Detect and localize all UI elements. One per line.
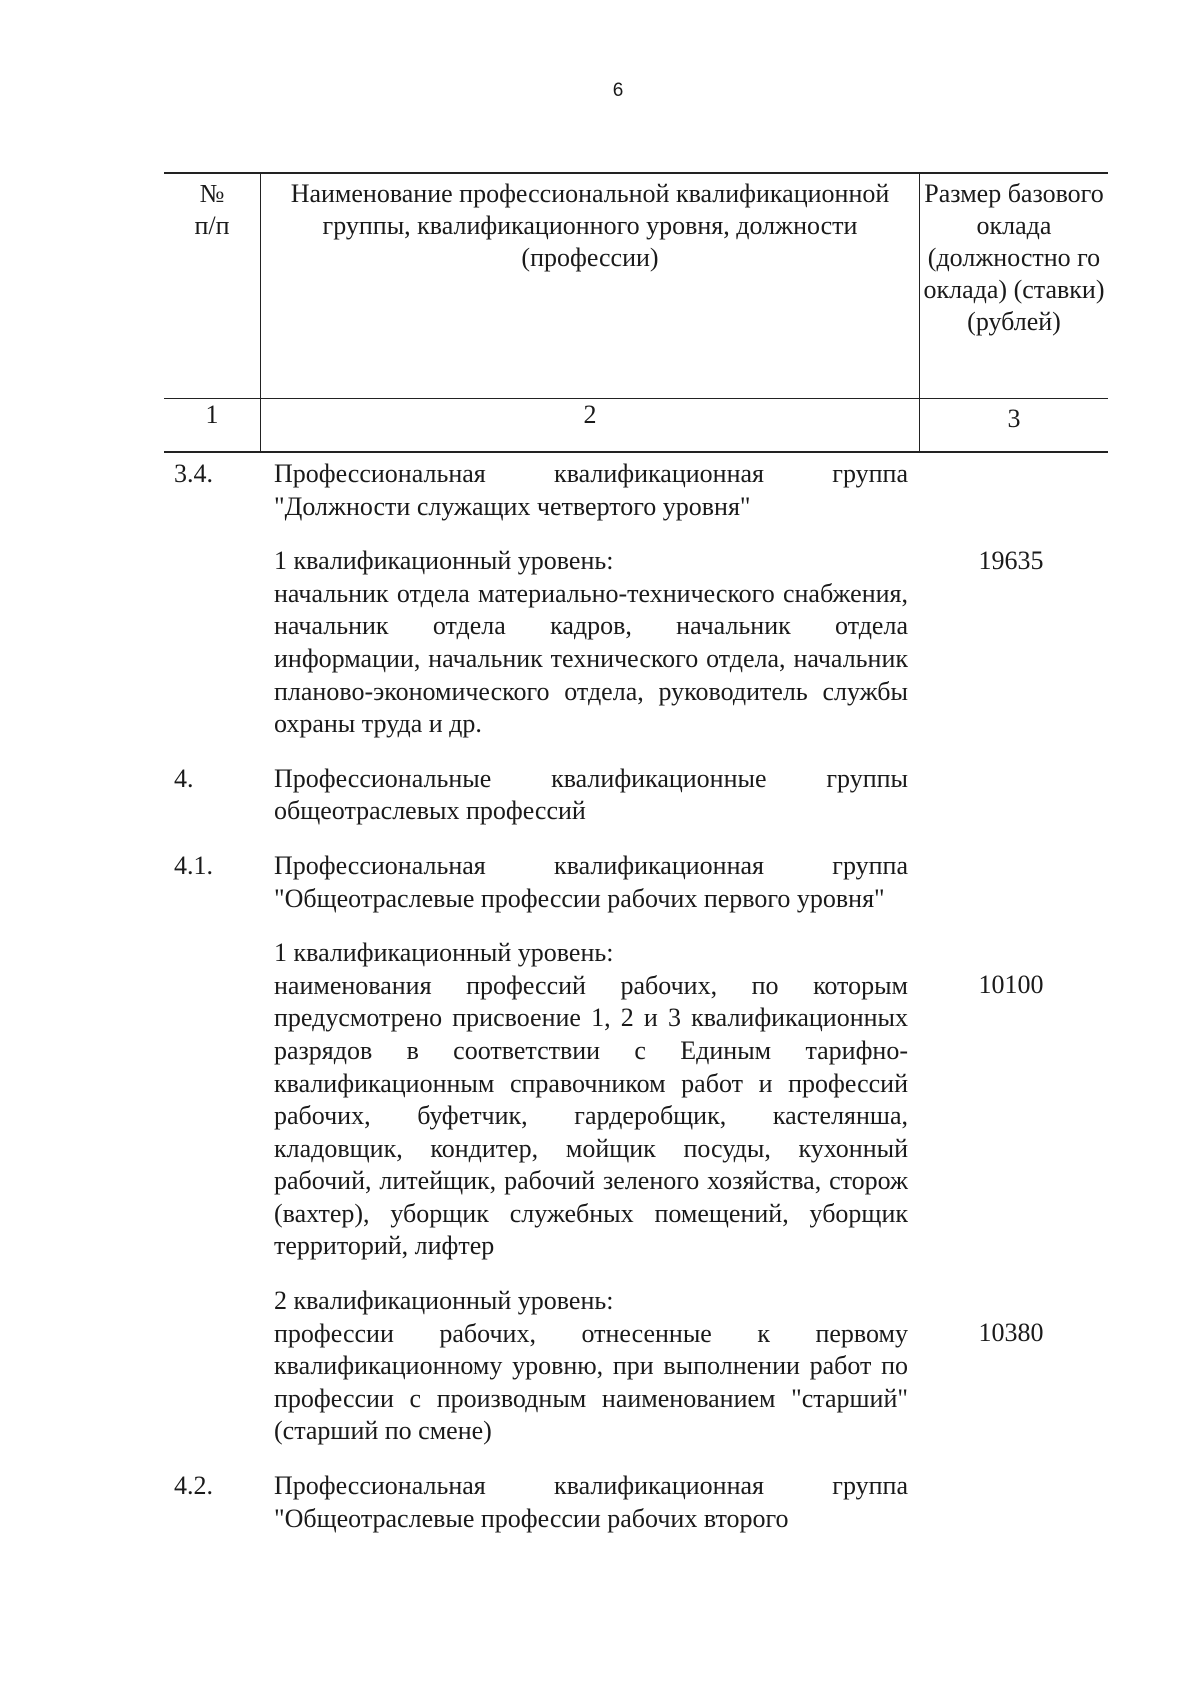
table-header <box>164 172 1108 453</box>
table-row <box>164 458 1104 523</box>
table-body <box>164 458 1104 1557</box>
positions-list: начальник отдела материально-технического снабжения, начальник отдела кадров, начальник отдела информации, начальник технического отдела, начальник планово-экономического отдела, руководитель службы охраны труда и др. <box>274 578 908 739</box>
row-number <box>164 545 274 741</box>
column-header-name: Наименование профессиональной квалификационной группы, квалификационного уровня, должности (профессии) <box>261 173 920 399</box>
row-salary: 10380 <box>978 1318 1044 1348</box>
row-number <box>164 1285 274 1448</box>
table-row <box>164 763 1104 828</box>
row-number: 4.1. <box>174 850 213 880</box>
qualification-level: 2 квалификационный уровень: <box>274 1286 614 1316</box>
table-row <box>164 850 1104 915</box>
row-description <box>274 937 908 1263</box>
row-description <box>274 1285 908 1448</box>
page-number: 6 <box>612 80 624 101</box>
column-number-2: 2 <box>261 399 920 453</box>
positions-list: профессии рабочих, отнесенные к первому квалификационному уровню, при выполнении работ по профессии с производным наименованием "старший" (старший по смене) <box>274 1318 908 1446</box>
row-description <box>274 545 908 741</box>
positions-list: наименования профессий рабочих, по которым предусмотрено присвоение 1, 2 и 3 квалификационных разрядов в соответствии с Единым тарифно-квалификационным справочником работ и профессий рабочих, буфетчик, гардеробщик, кастелянша, кладовщик, кондитер, мойщик посуды, кухонный рабочий, литейщик, рабочий зеленого хозяйства, сторож (вахтер), уборщик служебных помещений, уборщик территорий, лифтер <box>274 970 908 1261</box>
row-number <box>164 937 274 1263</box>
qualification-level: 1 квалификационный уровень: <box>274 546 614 576</box>
table-row <box>164 1470 1104 1535</box>
row-title: Профессиональные квалификационные группы общеотраслевых профессий <box>274 763 908 826</box>
column-header-salary: Размер базового оклада (должностно го оклада) (ставки) (рублей) <box>920 173 1109 399</box>
table-row <box>164 545 1104 741</box>
column-header-number: № п/п <box>164 173 261 399</box>
row-number: 3.4. <box>174 459 213 488</box>
row-salary <box>908 1470 1104 1535</box>
row-salary: 10100 <box>978 970 1044 1000</box>
row-title: Профессиональная квалификационная группа "Общеотраслевые профессии рабочих второго <box>274 1471 908 1533</box>
row-salary <box>908 850 1104 915</box>
row-number: 4. <box>174 763 194 793</box>
row-salary <box>908 458 1104 523</box>
column-number-1: 1 <box>164 399 261 453</box>
row-number: 4.2. <box>174 1471 213 1501</box>
row-salary <box>908 763 1104 828</box>
qualification-level: 1 квалификационный уровень: <box>274 938 614 968</box>
table-row <box>164 937 1104 1263</box>
row-title: Профессиональная квалификационная группа "Общеотраслевые профессии рабочих первого уровня" <box>274 850 908 913</box>
row-salary: 19635 <box>978 546 1044 576</box>
table-row <box>164 1285 1104 1448</box>
row-title: Профессиональная квалификационная группа "Должности служащих четвертого уровня" <box>274 459 908 521</box>
column-number-3: 3 <box>920 399 1109 453</box>
